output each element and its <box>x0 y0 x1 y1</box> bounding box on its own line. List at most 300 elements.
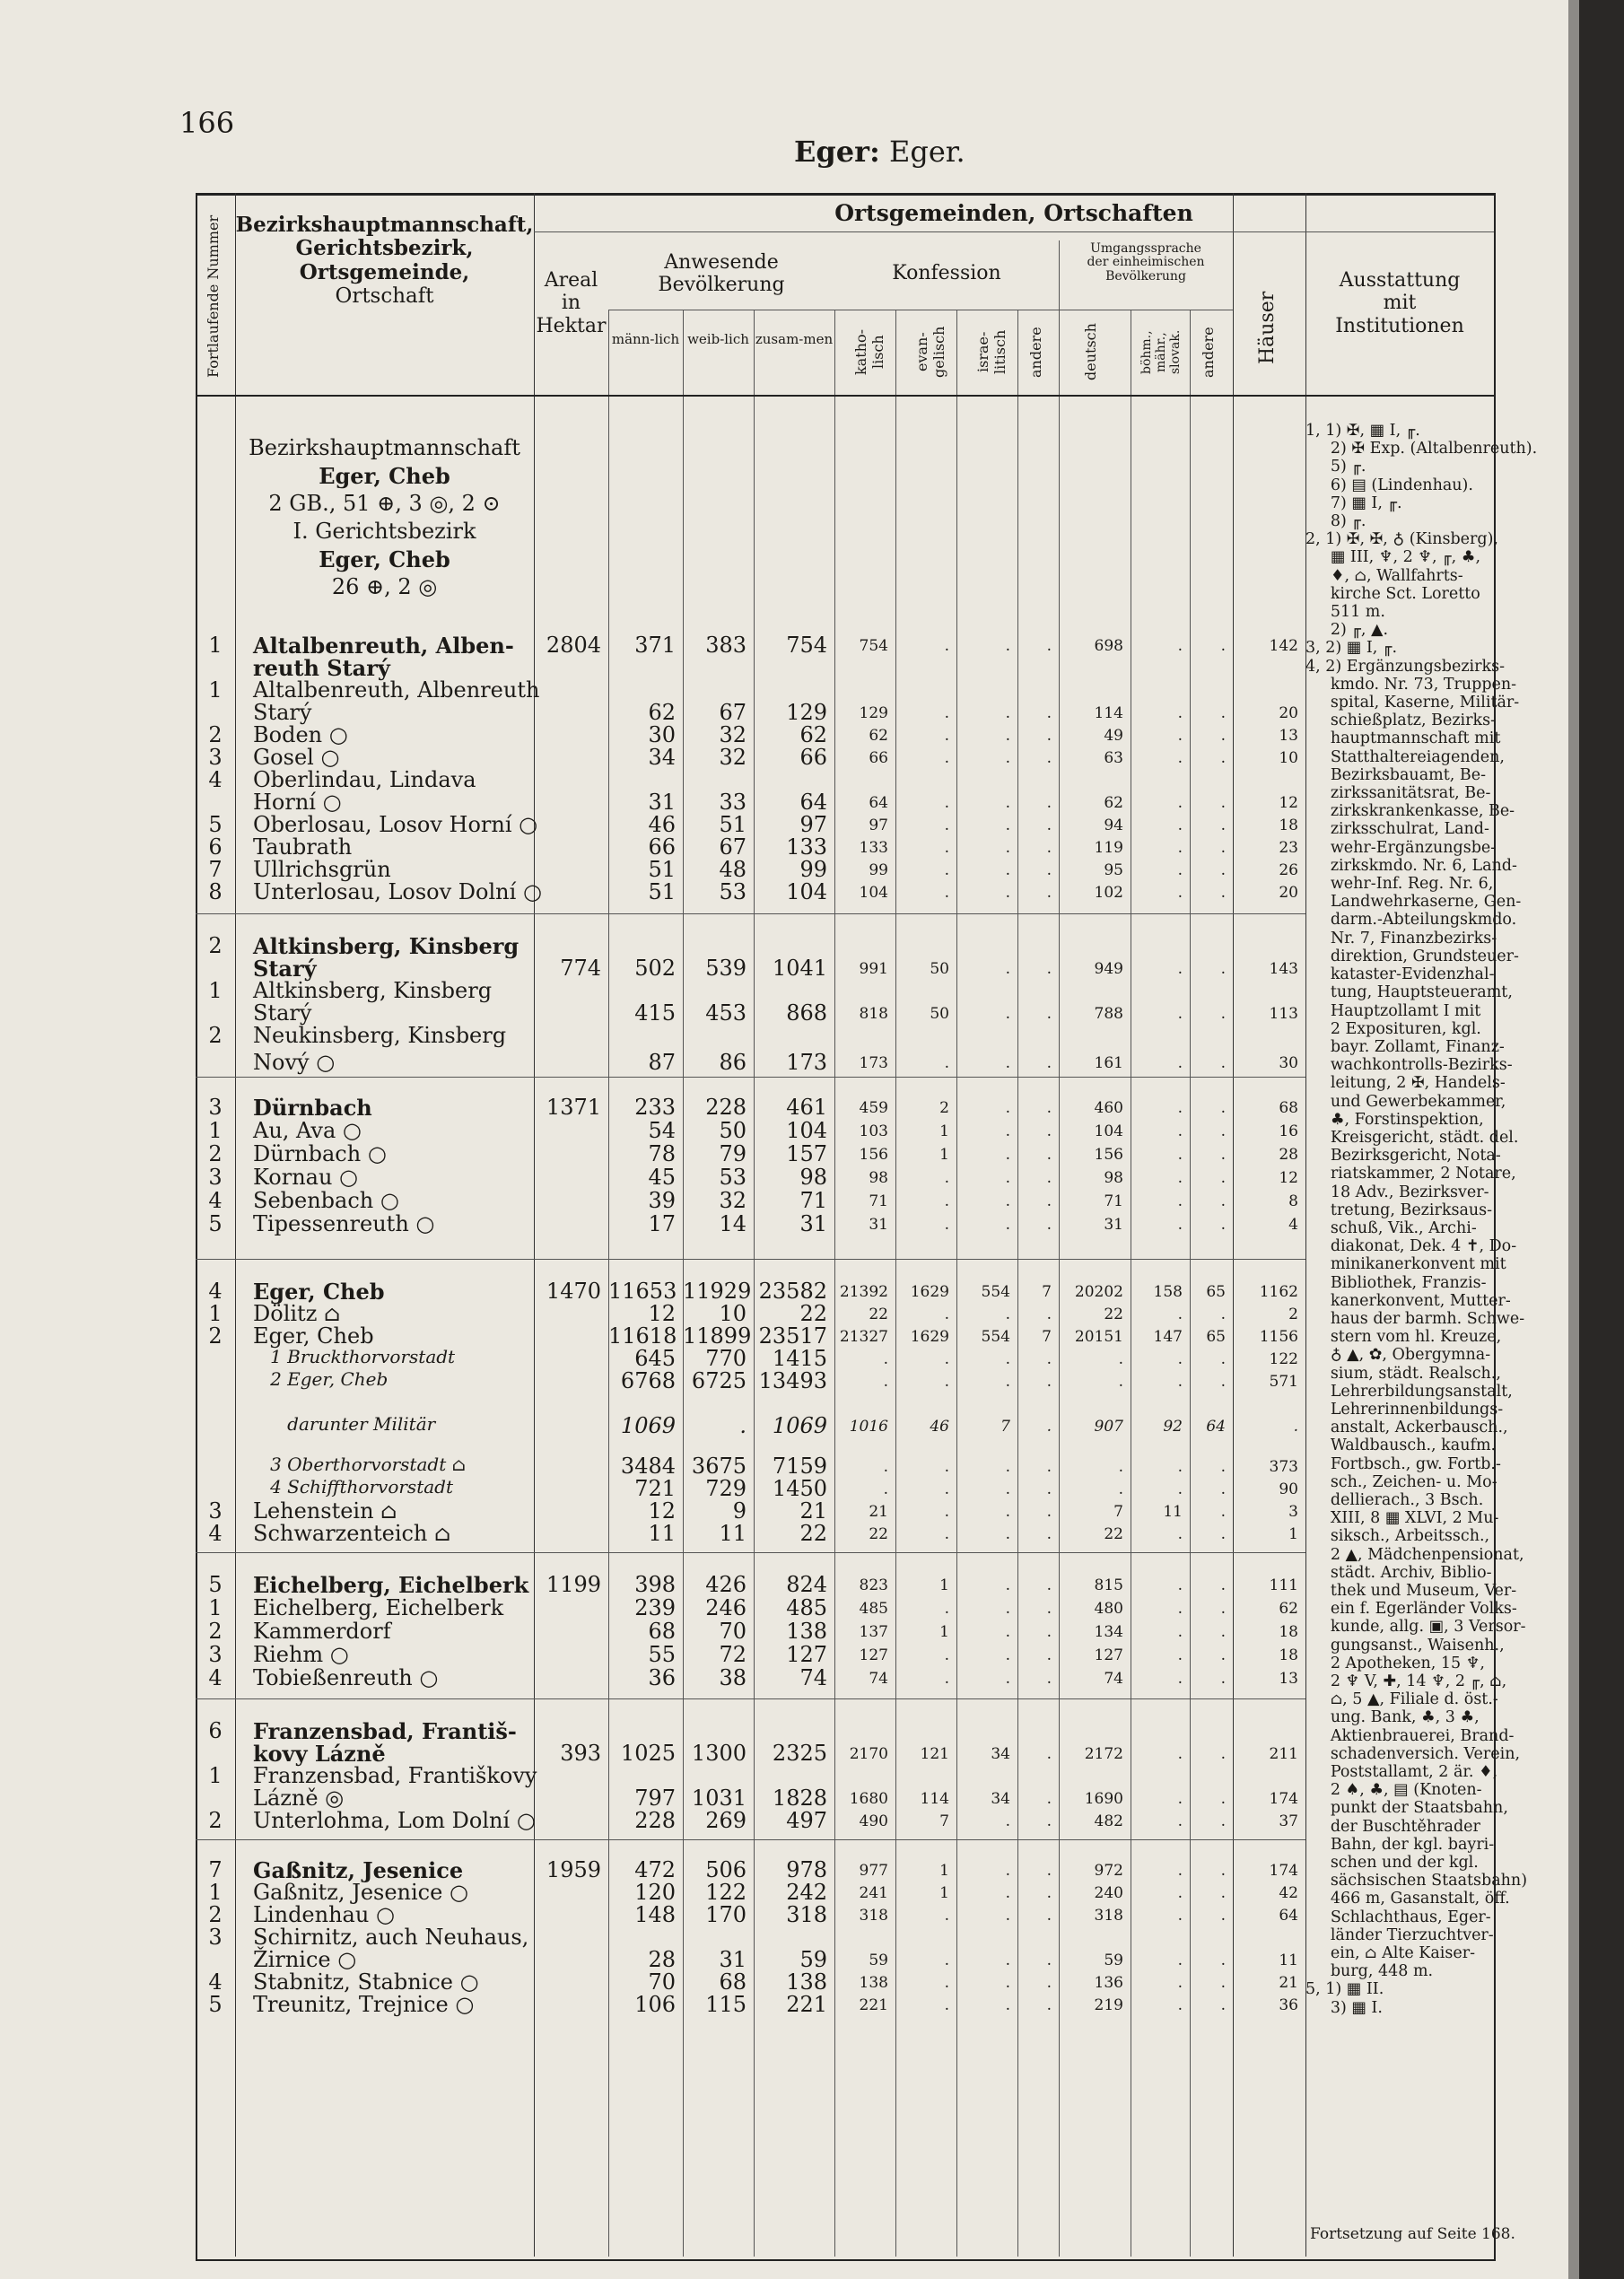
cell-a2: . <box>1220 1525 1226 1543</box>
header-group-title: Ortsgemeinden, Ortschaften <box>834 200 1193 226</box>
intro-line: 26 ⊕, 2 ◎ <box>331 574 438 599</box>
cell-z: 133 <box>786 834 827 860</box>
cell-h: 16 <box>1279 1122 1298 1140</box>
cell-a2: . <box>1220 1458 1226 1476</box>
cell-d: 240 <box>1094 1884 1123 1902</box>
cell-bo: . <box>1177 1216 1183 1234</box>
cell-e: . <box>944 727 949 745</box>
cell-bo: . <box>1177 1996 1183 2014</box>
cell-k: 98 <box>869 1169 888 1187</box>
cell-an: . <box>1046 1907 1052 1925</box>
cell-z: 97 <box>799 812 827 837</box>
row-number: 6 <box>208 1718 223 1743</box>
cell-an: . <box>1046 1996 1052 2014</box>
cell-k: 66 <box>869 749 888 767</box>
cell-m: 36 <box>648 1665 676 1690</box>
cell-an: . <box>1046 1216 1052 1234</box>
cell-d: 71 <box>1104 1192 1123 1210</box>
cell-m: 55 <box>648 1642 676 1667</box>
cell-a2: . <box>1220 727 1226 745</box>
cell-z: 98 <box>799 1165 827 1190</box>
header-haeuser: Häuser <box>1256 291 1279 364</box>
cell-h: 18 <box>1279 816 1298 834</box>
cell-bo: . <box>1177 1907 1183 1925</box>
cell-e: 50 <box>930 960 949 978</box>
row-number: 4 <box>208 1188 223 1213</box>
row-name: 4 Schiffthorvorstadt <box>253 1476 453 1498</box>
cell-an: 7 <box>1042 1283 1052 1301</box>
cell-e: . <box>944 839 949 857</box>
row-name: Eger, Cheb <box>253 1323 374 1349</box>
cell-h: 113 <box>1269 1005 1298 1023</box>
cell-k: 62 <box>869 727 888 745</box>
cell-k: 104 <box>859 884 888 902</box>
intro-line: Eger, Cheb <box>319 463 450 489</box>
header-andere-konf: andere <box>1027 327 1044 378</box>
cell-z: 21 <box>799 1498 827 1524</box>
cell-d: 219 <box>1094 1996 1123 2014</box>
cell-is: 34 <box>991 1790 1010 1808</box>
cell-h: 174 <box>1269 1790 1298 1808</box>
cell-bo: . <box>1177 884 1183 902</box>
cell-e: . <box>944 1952 949 1969</box>
cell-is: . <box>1005 1670 1010 1688</box>
row-name: Unterlosau, Losov Dolní ○ <box>253 879 542 904</box>
cell-k: 977 <box>859 1862 888 1880</box>
cell-d: 318 <box>1094 1907 1123 1925</box>
cell-e: . <box>944 1169 949 1187</box>
cell-e: . <box>944 1974 949 1992</box>
cell-m: 70 <box>648 1969 676 1995</box>
cell-is: . <box>1005 1192 1010 1210</box>
cell-d: 482 <box>1094 1812 1123 1830</box>
cell-k: 485 <box>859 1600 888 1618</box>
cell-z: 138 <box>786 1619 827 1644</box>
cell-an: . <box>1046 637 1052 655</box>
cell-a2: . <box>1220 1054 1226 1072</box>
cell-a2: . <box>1220 1670 1226 1688</box>
row-number: 2 <box>208 933 223 958</box>
cell-m: 371 <box>634 633 676 658</box>
cell-a2: . <box>1220 1790 1226 1808</box>
cell-d: 127 <box>1094 1646 1123 1664</box>
cell-h: 373 <box>1269 1458 1298 1476</box>
header-areal <box>534 269 608 337</box>
cell-a2: . <box>1220 816 1226 834</box>
cell-w: 32 <box>719 1188 747 1213</box>
cell-bo: . <box>1177 816 1183 834</box>
cell-bo: . <box>1177 1600 1183 1618</box>
cell-z: 1450 <box>772 1476 827 1501</box>
cell-z: 173 <box>786 1050 827 1075</box>
section-rule <box>196 1259 1305 1260</box>
cell-e: . <box>944 1192 949 1210</box>
cell-bo: 92 <box>1163 1418 1183 1436</box>
cell-d: 161 <box>1094 1054 1123 1072</box>
cell-d: 74 <box>1104 1670 1123 1688</box>
row-number: 3 <box>208 1642 223 1667</box>
cell-an: . <box>1046 1373 1052 1391</box>
cell-w: 6725 <box>691 1368 747 1393</box>
cell-is: . <box>1005 1952 1010 1969</box>
cell-h: 13 <box>1279 1670 1298 1688</box>
cell-bo: . <box>1177 794 1183 812</box>
header-katholisch: katho-lisch <box>852 329 886 376</box>
row-number: 3 <box>208 1498 223 1524</box>
header-bottom-rule <box>196 395 1494 397</box>
cell-a2: . <box>1220 1576 1226 1594</box>
row-name: Boden ○ <box>253 722 348 747</box>
row-name: Franzensbad, Františkovy <box>253 1763 537 1788</box>
cell-bo: . <box>1177 1169 1183 1187</box>
cell-is: 554 <box>981 1283 1010 1301</box>
cell-ar: 1959 <box>546 1857 601 1882</box>
cell-d: 136 <box>1094 1974 1123 1992</box>
cell-d: 63 <box>1104 749 1123 767</box>
row-number: 7 <box>208 1857 223 1882</box>
cell-is: . <box>1005 1623 1010 1641</box>
row-name: kovy Lázně <box>253 1741 386 1767</box>
cell-e: . <box>944 749 949 767</box>
cell-d: 22 <box>1104 1525 1123 1543</box>
cell-is: . <box>1005 1812 1010 1830</box>
cell-e: . <box>944 884 949 902</box>
cell-is: . <box>1005 861 1010 879</box>
cell-w: 1300 <box>691 1741 747 1766</box>
cell-d: 698 <box>1094 637 1123 655</box>
row-name: Neukinsberg, Kinsberg <box>253 1023 507 1048</box>
header-ausst-l2: mit <box>1383 292 1417 315</box>
cell-an: . <box>1046 861 1052 879</box>
cell-w: 32 <box>719 745 747 770</box>
row-number: 1 <box>208 1880 223 1905</box>
cell-k: 74 <box>869 1670 888 1688</box>
cell-z: 64 <box>799 790 827 815</box>
cell-h: 23 <box>1279 839 1298 857</box>
cell-h: 68 <box>1279 1099 1298 1117</box>
cell-a2: . <box>1220 1974 1226 1992</box>
cell-e: 121 <box>920 1745 949 1763</box>
cell-d: 7 <box>1113 1503 1123 1521</box>
cell-d: 102 <box>1094 884 1123 902</box>
cell-k: 137 <box>859 1623 888 1641</box>
cell-e: . <box>944 1670 949 1688</box>
header-andere-spr: andere <box>1200 327 1217 378</box>
header-ausstattung <box>1305 269 1494 337</box>
cell-h: 11 <box>1279 1952 1298 1969</box>
cell-w: 246 <box>705 1595 747 1620</box>
cell-z: 1069 <box>772 1413 827 1438</box>
header-anwesende <box>608 251 834 297</box>
cell-m: 17 <box>648 1211 676 1236</box>
cell-h: 122 <box>1269 1350 1298 1368</box>
cell-d: 49 <box>1104 727 1123 745</box>
row-name: Gosel ○ <box>253 745 340 770</box>
cell-m: 34 <box>648 745 676 770</box>
cell-w: 53 <box>719 879 747 904</box>
cell-m: 3484 <box>620 1454 676 1479</box>
cell-is: . <box>1005 884 1010 902</box>
cell-is: . <box>1005 1350 1010 1368</box>
cell-w: 72 <box>719 1642 747 1667</box>
cell-k: 490 <box>859 1812 888 1830</box>
cell-z: 2325 <box>772 1741 827 1766</box>
cell-h: 26 <box>1279 861 1298 879</box>
cell-w: 11 <box>719 1521 747 1546</box>
cell-w: 11899 <box>683 1323 752 1349</box>
cell-m: 39 <box>648 1188 676 1213</box>
cell-w: 67 <box>719 834 747 860</box>
cell-bo: . <box>1177 1480 1183 1498</box>
row-name: Franzensbad, Františ- <box>253 1718 517 1744</box>
cell-h: 174 <box>1269 1862 1298 1880</box>
cell-bo: . <box>1177 1862 1183 1880</box>
cell-an: . <box>1046 816 1052 834</box>
row-number: 2 <box>208 1902 223 1927</box>
cell-h: 18 <box>1279 1646 1298 1664</box>
cell-a2: . <box>1220 1305 1226 1323</box>
cell-k: 991 <box>859 960 888 978</box>
cell-m: 87 <box>648 1050 676 1075</box>
cell-w: 50 <box>719 1118 747 1143</box>
header-anwesende-l2: Bevölkerung <box>658 274 785 297</box>
cell-is: . <box>1005 1099 1010 1117</box>
cell-d: . <box>1118 1458 1123 1476</box>
cell-h: 3 <box>1288 1503 1298 1521</box>
cell-w: 10 <box>719 1301 747 1326</box>
row-name: Taubrath <box>253 834 353 860</box>
cell-bo: . <box>1177 704 1183 722</box>
row-name: Schwarzenteich ⌂ <box>253 1521 451 1546</box>
row-name: Sebenbach ○ <box>253 1188 399 1213</box>
cell-a2: . <box>1220 704 1226 722</box>
cell-k: 241 <box>859 1884 888 1902</box>
cell-w: 79 <box>719 1141 747 1166</box>
header-name-l2: Gerichtsbezirk, <box>295 236 474 261</box>
row-name: Eger, Cheb <box>253 1279 385 1305</box>
header-fortlaufende: Fortlaufende Nummer <box>205 214 222 378</box>
cell-k: 31 <box>869 1216 888 1234</box>
intro-line: I. Gerichtsbezirk <box>292 519 476 544</box>
row-name: Kammerdorf <box>253 1619 391 1644</box>
cell-is: . <box>1005 1122 1010 1140</box>
cell-m: 1025 <box>620 1741 676 1766</box>
cell-k: 156 <box>859 1146 888 1164</box>
cell-bo: . <box>1177 839 1183 857</box>
cell-w: 67 <box>719 700 747 725</box>
intro-line: 2 GB., 51 ⊕, 3 ◎, 2 ⊙ <box>268 491 501 516</box>
cell-z: 138 <box>786 1969 827 1995</box>
cell-m: 12 <box>648 1498 676 1524</box>
cell-e: . <box>944 1373 949 1391</box>
cell-m: 66 <box>648 834 676 860</box>
row-number: 4 <box>208 1521 223 1546</box>
cell-bo: . <box>1177 1146 1183 1164</box>
header-evangelisch: evan-gelisch <box>913 326 947 379</box>
cell-an: . <box>1046 1745 1052 1763</box>
cell-a2: . <box>1220 1600 1226 1618</box>
cell-h: 211 <box>1269 1745 1298 1763</box>
row-name: Lázně ◎ <box>253 1786 345 1811</box>
cell-is: . <box>1005 1576 1010 1594</box>
cell-a2: 65 <box>1206 1328 1226 1346</box>
cell-a2: . <box>1220 1350 1226 1368</box>
cell-an: . <box>1046 1350 1052 1368</box>
row-number: 2 <box>208 1141 223 1166</box>
cell-an: . <box>1046 1480 1052 1498</box>
cell-k: 22 <box>869 1525 888 1543</box>
header-umgang-l2: der einheimischen <box>1087 255 1205 270</box>
cell-h: . <box>1293 1418 1298 1436</box>
cell-bo: . <box>1177 1525 1183 1543</box>
cell-h: 1 <box>1288 1525 1298 1543</box>
cell-m: 228 <box>634 1808 676 1833</box>
row-number: 2 <box>208 722 223 747</box>
cell-e: 1 <box>939 1122 949 1140</box>
row-number: 5 <box>208 812 223 837</box>
row-name: Altkinsberg, Kinsberg <box>253 933 520 959</box>
cell-w: 32 <box>719 722 747 747</box>
cell-w: 33 <box>719 790 747 815</box>
row-name: Ullrichsgrün <box>253 857 391 882</box>
cell-bo: . <box>1177 1373 1183 1391</box>
cell-m: 233 <box>634 1095 676 1120</box>
cell-bo: 11 <box>1163 1503 1183 1521</box>
cell-a2: . <box>1220 1907 1226 1925</box>
row-name: Nový ○ <box>253 1050 336 1075</box>
cell-d: 104 <box>1094 1122 1123 1140</box>
cell-m: 31 <box>648 790 676 815</box>
cell-d: 815 <box>1094 1576 1123 1594</box>
row-number: 3 <box>208 1165 223 1190</box>
cell-is: . <box>1005 816 1010 834</box>
cell-w: 426 <box>705 1572 747 1597</box>
cell-e: . <box>944 704 949 722</box>
row-name: Lehenstein ⌂ <box>253 1498 397 1524</box>
row-number: 1 <box>208 1301 223 1326</box>
cell-k: 823 <box>859 1576 888 1594</box>
cell-e: 1 <box>939 1884 949 1902</box>
row-number: 1 <box>208 1118 223 1143</box>
cell-a2: . <box>1220 1646 1226 1664</box>
cell-bo: . <box>1177 1646 1183 1664</box>
cell-k: 1016 <box>849 1418 888 1436</box>
cell-is: . <box>1005 1525 1010 1543</box>
cell-d: 134 <box>1094 1623 1123 1641</box>
cell-e: . <box>944 1350 949 1368</box>
row-name: Starý <box>253 700 312 725</box>
cell-w: 31 <box>719 1947 747 1972</box>
section-rule <box>196 1698 1305 1699</box>
cell-a2: . <box>1220 637 1226 655</box>
cell-d: 94 <box>1104 816 1123 834</box>
cell-k: 2170 <box>849 1745 888 1763</box>
header-areal-l2: in <box>561 292 581 315</box>
cell-z: 104 <box>786 1118 827 1143</box>
cell-bo: . <box>1177 861 1183 879</box>
cell-d: 1690 <box>1084 1790 1123 1808</box>
cell-d: . <box>1118 1480 1123 1498</box>
cell-is: . <box>1005 1373 1010 1391</box>
cell-e: . <box>944 794 949 812</box>
header-ausst-l1: Ausstattung <box>1339 269 1461 292</box>
cell-d: 22 <box>1104 1305 1123 1323</box>
cell-m: 51 <box>648 879 676 904</box>
row-number: 4 <box>208 1665 223 1690</box>
cell-d: 95 <box>1104 861 1123 879</box>
row-number: 4 <box>208 1969 223 1995</box>
cell-m: 46 <box>648 812 676 837</box>
cell-d: . <box>1118 1373 1123 1391</box>
cell-ar: 1199 <box>546 1572 601 1597</box>
cell-d: 62 <box>1104 794 1123 812</box>
cell-w: 11929 <box>683 1279 752 1304</box>
ausstattung-annotations: 1, 1) ✠, ▦ I, ╓. 2) ✠ Exp. (Altalbenreuth). 5) ╓. 6) ▤ (Lindenhau). 7) ▦ I, ╓. 8) ╓. 2, 1) ✠, ✠, ♁ (Kinsberg), ▦ III, ♆, 2 ♆, ╓, ♣, ♦, ⌂, Wallfahrts- kirche Sct. Loretto 511 m. 2) ╓, ▲. 3, 2) ▦ I, ╓. 4, 2) Ergänzungsbezirks- kmdo. Nr. 73, Truppen- spital, Kaserne, Militär- schießplatz, Bezirks- hauptmannschaft mit Statthaltereiagenden, Bezirksbauamt, Be- zirkssanitätsrat, Be- zirkskrankenkasse, zirksschulrat, Land- wehr-Ergänzungsbe- zirkskmdo. Nr. 6, Land- wehr-Inf. Reg. Nr. 6, Landwehrkaserne, darm.-Abteilungskmdo. Nr. 7, Finanzbezirks- direktion, Grundsteuer- kataster-Evidenzhal- tung, Hauptsteueramt, Hauptzollamt I mit 2 Exposituren, kgl. bayr. Zollamt, Finanz- wachkontrolls-Bezirks- leitung, 2 ✠, Handels- und Gewerbekammer, ♣, Forstinspektion, Kreisgericht, städt. Bezirksgericht, Nota- riatskammer, 2 Notare, 18 Adv., Bezirksver- tretung, Bezirksaus- schuß, Vik., Archi- diakonat, Dek. 4 ✝, minikanerkonvent mit Bibliothek, Franzis- kanerkonvent, Mutter- haus der barmh. Schwe- stern vom hl. Kreuze, ♁ ▲, ✿, Obergymna- sium, städt. Realsch., Lehrerbildungsanstalt, Lehrerinnenbildungs- anstalt, Ackerbausch., Waldbausch., kaufm. Fortbsch., gw. Fortb.- sch., Zeichen- u. Mo- dellierach., 3 Bsch. XIII, 8 ▦ XLVI, 2 Mu- siksch., Arbeitssch., 2 ▲, Mädchenpensionat, städt. Archiv, Biblio- thek und Museum, Ver- ein f. Egerländer Volks- kunde, allg. ▣, 3 Versor- gungsanst., Waisenh., 2 Apotheken, 15 ♆, 2 ♆ V, ✚, 14 ♆, 2 ╓, ⌂, ⌂, 5 ▲, Filiale d. öst.- ung. Bank, ♣, 3 ♣, Aktienbrauerei, Brand- schadenversich. Verein, Poststallamt, 2 är. ♦, 2 ♠, ♣, ▤ (Knoten- punkt der Staatsbahn, der Buschtěhrader Bahn, der kgl. bayri- schen und der kgl. sächsischen Staatsbahn) 466 m, Gasanstalt, öff. Schlachthaus, Eger- länder Tierzuchtver- ein, ⌂ Alte Kaiser- burg, 448 m. 5, 1) ▦ II. 3) ▦ I. <box>1305 422 1538 2017</box>
cell-m: 398 <box>634 1572 676 1597</box>
cell-k: 818 <box>859 1005 888 1023</box>
cell-bo: . <box>1177 1884 1183 1902</box>
cell-w: 1031 <box>691 1786 747 1811</box>
cell-a2: . <box>1220 1146 1226 1164</box>
cell-d: 119 <box>1094 839 1123 857</box>
cell-z: 13493 <box>758 1368 827 1393</box>
row-name: Tobießenreuth ○ <box>253 1665 439 1690</box>
cell-e: 1629 <box>910 1328 949 1346</box>
intro-line: Eger, Cheb <box>319 546 450 572</box>
row-name: Stabnitz, Stabnice ○ <box>253 1969 479 1995</box>
cell-e: . <box>944 637 949 655</box>
cell-z: 497 <box>786 1808 827 1833</box>
row-name: Oberlosau, Losov Horní ○ <box>253 812 538 837</box>
cell-an: . <box>1046 704 1052 722</box>
cell-z: 1041 <box>772 956 827 981</box>
cell-d: 156 <box>1094 1146 1123 1164</box>
cell-a2: . <box>1220 1005 1226 1023</box>
cell-a2: . <box>1220 861 1226 879</box>
cell-k: 103 <box>859 1122 888 1140</box>
cell-m: 1069 <box>620 1413 676 1438</box>
cell-an: . <box>1046 1952 1052 1969</box>
cell-z: 22 <box>799 1301 827 1326</box>
cell-w: 770 <box>705 1346 747 1371</box>
cell-bo: . <box>1177 1350 1183 1368</box>
cell-w: 3675 <box>691 1454 747 1479</box>
cell-w: 51 <box>719 812 747 837</box>
section-rule <box>196 1077 1305 1078</box>
cell-m: 239 <box>634 1595 676 1620</box>
cell-an: . <box>1046 1418 1052 1436</box>
row-name: Eichelberg, Eichelberk <box>253 1595 504 1620</box>
cell-m: 6768 <box>620 1368 676 1393</box>
cell-e: 1629 <box>910 1283 949 1301</box>
intro-line: Bezirkshauptmannschaft <box>249 435 520 460</box>
row-number: 3 <box>208 745 223 770</box>
cell-z: 99 <box>799 857 827 882</box>
cell-a2: . <box>1220 1952 1226 1969</box>
cell-is: . <box>1005 1600 1010 1618</box>
cell-bo: . <box>1177 1952 1183 1969</box>
cell-an: . <box>1046 1812 1052 1830</box>
cell-w: 53 <box>719 1165 747 1190</box>
cell-k: 22 <box>869 1305 888 1323</box>
row-name: Unterlohma, Lom Dolní ○ <box>253 1808 536 1833</box>
cell-d: 460 <box>1094 1099 1123 1117</box>
cell-a2: 65 <box>1206 1283 1226 1301</box>
cell-is: . <box>1005 1907 1010 1925</box>
cell-is: . <box>1005 960 1010 978</box>
cell-k: 21 <box>869 1503 888 1521</box>
cell-w: 383 <box>705 633 747 658</box>
